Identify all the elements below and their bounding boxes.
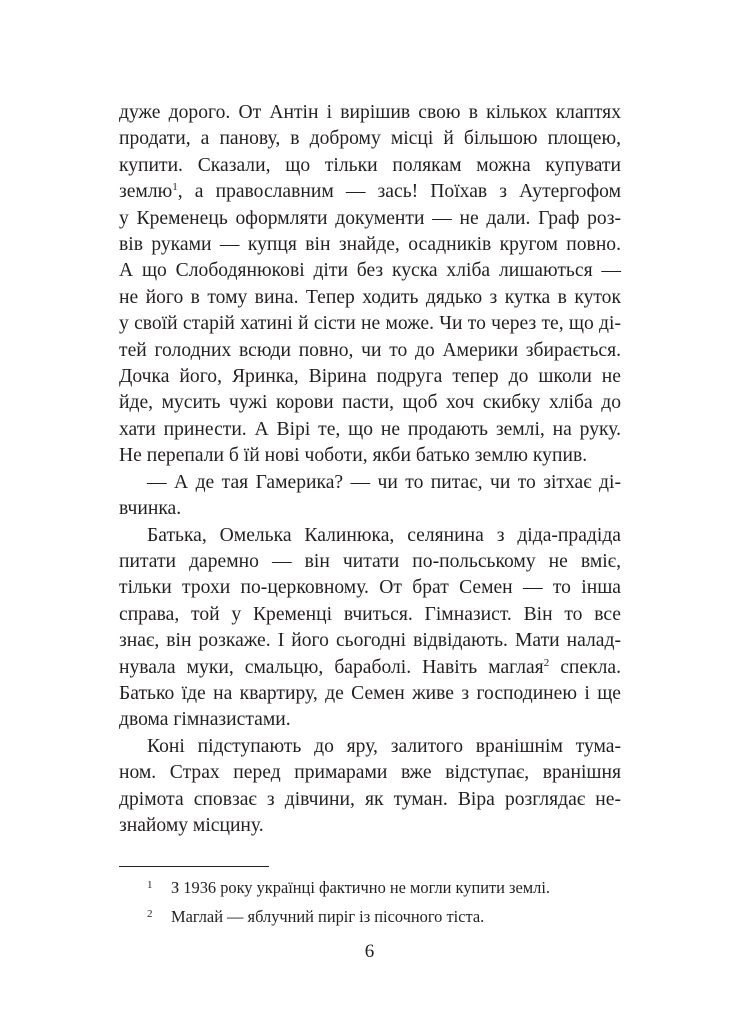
- text-line: у своїй старій хатині й сісти не може. Чи то через те, що ді-: [119, 313, 621, 335]
- text-fragment: нувала муки, смальцю, бараболі. Навіть маглая: [119, 656, 544, 678]
- text-line: тільки трохи по-церковному. От брат Семен — то інша: [119, 577, 621, 599]
- text-fragment: землю: [119, 181, 173, 203]
- footnote-divider: [119, 866, 269, 867]
- text-line: Коні підступають до яру, залитого вранішнім тума-: [147, 735, 621, 757]
- text-line: Дочка його, Яринка, Вірина подруга тепер до школи не: [119, 366, 621, 388]
- text-line: Батька, Омелька Калинюка, селянина з діда-прадіда: [147, 524, 621, 546]
- footnote-number: 1: [147, 879, 153, 891]
- text-line: А що Слободянюкові діти без куска хліба лишаються —: [119, 260, 621, 282]
- text-line: — А де тая Гамерика? — чи то питає, чи то зітхає ді-: [147, 471, 621, 493]
- footnote-ref-2[interactable]: 2: [543, 656, 550, 669]
- text-fragment: , а православним — зась! Поїхав з Аутергофом: [177, 181, 621, 203]
- text-line: йде, мусить чужі корови пасти, щоб хоч скибку хліба до: [119, 392, 621, 414]
- text-line: вчинка.: [119, 498, 182, 520]
- footnote-2: [147, 901, 621, 930]
- footnote-text: Маглай — яблучний пиріг із пісочного тіста.: [171, 907, 485, 926]
- text-line: дуже дорого. От Антін і вирішив свою в кількох клаптях: [119, 102, 621, 123]
- text-line: дрімота сповзає з дівчини, як туман. Віра розглядає не-: [119, 788, 621, 810]
- text-line: не його в тому вина. Тепер ходить дядько з кутка в куток: [119, 286, 621, 308]
- text-line: у Кременець оформляти документи — не дали. Граф роз-: [119, 207, 621, 229]
- text-line: хати принести. А Вірі те, що не продають землі, на руку.: [119, 418, 621, 440]
- text-line: [119, 179, 621, 205]
- footnotes: [147, 872, 621, 930]
- footnote-1: [147, 872, 621, 901]
- body-text: [119, 100, 621, 839]
- text-line: знає, він розкаже. І його сьогодні відвідають. Мати налад-: [119, 630, 621, 652]
- footnote-number: 2: [147, 908, 153, 920]
- text-line: вів руками — купця він знайде, осадників кругом повно.: [119, 234, 621, 256]
- text-line: Батько їде на квартиру, де Семен живе з господинею і ще: [119, 682, 621, 704]
- text-fragment: спекла.: [549, 656, 621, 678]
- text-line: Не перепали б їй нові чоботи, якби батько землю купив.: [119, 445, 588, 467]
- footnote-ref-1[interactable]: 1: [172, 181, 178, 194]
- footnote-text: З 1936 року українці фактично не могли купити землі.: [171, 878, 550, 897]
- text-line: тей голодних всюди повно, чи то до Америки збирається.: [119, 339, 621, 361]
- text-line: ном. Страх перед примарами вже відступає, вранішня: [119, 762, 621, 784]
- text-line: купити. Сказали, що тільки полякам можна купувати: [119, 154, 621, 176]
- page-number: 6: [364, 941, 375, 962]
- text-line: питати даремно — він читати по-польському не вміє,: [119, 550, 621, 572]
- text-line: [119, 655, 621, 681]
- text-line: продати, а панову, в доброму місці й більшою площею,: [119, 128, 621, 150]
- text-line: знайому місцину.: [119, 814, 264, 836]
- text-line: справа, той у Кременці вчиться. Гімназист. Він то все: [119, 603, 621, 625]
- text-line: двома гімназистами.: [119, 709, 291, 731]
